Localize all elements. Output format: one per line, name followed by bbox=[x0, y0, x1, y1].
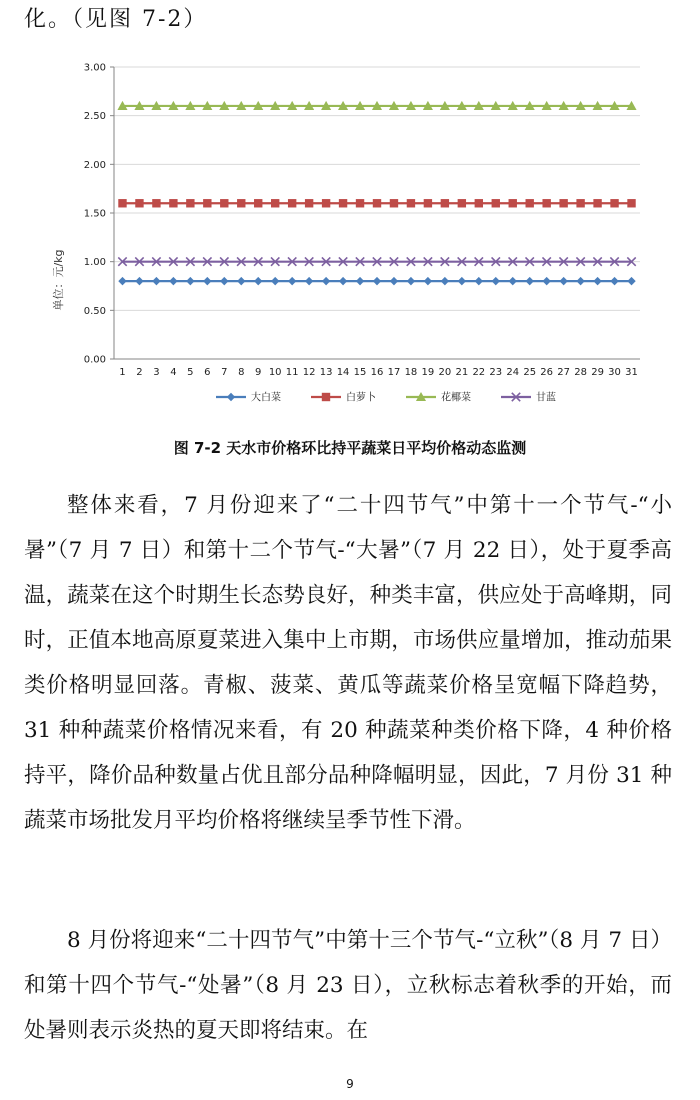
paragraph-2: 8 月份将迎来“二十四节气”中第十三个节气-“立秋”（8 月 7 日）和第十四个节气-“处暑”（8 月 23 日），立秋标志着秋季的开始，而处暑则表示炎热的夏天即将结束。在 bbox=[24, 928, 672, 1043]
x-tick-label: 24 bbox=[506, 367, 520, 378]
x-tick-label: 20 bbox=[438, 367, 452, 378]
chart-series bbox=[117, 101, 636, 285]
data-point bbox=[424, 199, 432, 207]
data-point bbox=[627, 277, 635, 285]
y-tick-label: 0.50 bbox=[83, 305, 106, 317]
data-point bbox=[576, 199, 584, 207]
data-point bbox=[492, 277, 500, 285]
x-tick-label: 28 bbox=[574, 367, 587, 378]
data-point bbox=[152, 199, 160, 207]
data-point bbox=[407, 199, 415, 207]
data-point bbox=[441, 199, 449, 207]
data-point bbox=[271, 199, 279, 207]
x-tick-label: 25 bbox=[523, 367, 537, 378]
legend-label: 白萝卜 bbox=[346, 392, 376, 404]
data-point bbox=[135, 199, 143, 207]
x-tick-label: 27 bbox=[557, 367, 571, 378]
data-point bbox=[509, 277, 517, 285]
legend-entry bbox=[216, 391, 281, 404]
page-number: 9 bbox=[346, 1077, 354, 1091]
chart-legend bbox=[216, 391, 556, 404]
y-tick-label: 2.00 bbox=[83, 159, 106, 171]
data-point bbox=[203, 199, 211, 207]
y-tick-label: 2.50 bbox=[83, 111, 106, 123]
y-tick-label: 3.00 bbox=[83, 62, 106, 74]
x-tick-label: 9 bbox=[255, 367, 262, 378]
x-tick-label: 1 bbox=[119, 367, 126, 378]
data-point bbox=[390, 199, 398, 207]
x-tick-label: 31 bbox=[625, 367, 638, 378]
data-point bbox=[118, 199, 126, 207]
data-point bbox=[271, 277, 279, 285]
y-tick-label: 0.00 bbox=[83, 354, 106, 366]
data-point bbox=[356, 277, 364, 285]
x-tick-label: 15 bbox=[353, 367, 367, 378]
y-axis-label: 单位：元/kg bbox=[52, 249, 65, 311]
x-tick-label: 29 bbox=[591, 367, 604, 378]
data-point bbox=[169, 277, 177, 285]
series-4 bbox=[118, 257, 635, 265]
data-point bbox=[509, 199, 517, 207]
data-point bbox=[322, 277, 330, 285]
data-point bbox=[593, 199, 601, 207]
data-point bbox=[152, 277, 160, 285]
data-point bbox=[492, 199, 500, 207]
data-point bbox=[576, 277, 584, 285]
legend-marker bbox=[227, 393, 235, 401]
x-tick-label: 21 bbox=[455, 367, 469, 378]
data-point bbox=[559, 199, 567, 207]
legend-entry bbox=[311, 391, 376, 404]
data-point bbox=[118, 277, 126, 285]
data-point bbox=[526, 277, 534, 285]
x-tick-label: 5 bbox=[187, 367, 194, 378]
x-tick-label: 2 bbox=[136, 367, 143, 378]
series-2 bbox=[118, 199, 635, 207]
data-point bbox=[220, 199, 228, 207]
data-point bbox=[610, 199, 618, 207]
data-point bbox=[220, 277, 228, 285]
data-point bbox=[559, 277, 567, 285]
x-tick-label: 13 bbox=[319, 367, 333, 378]
data-point bbox=[390, 277, 398, 285]
data-point bbox=[305, 199, 313, 207]
data-point bbox=[373, 199, 381, 207]
x-tick-label: 23 bbox=[489, 367, 503, 378]
x-tick-label: 19 bbox=[421, 367, 435, 378]
series-3 bbox=[117, 101, 636, 110]
data-point bbox=[237, 277, 245, 285]
figure-caption: 图 7-2 天水市价格环比持平蔬菜日平均价格动态监测 bbox=[173, 439, 527, 457]
data-point bbox=[186, 277, 194, 285]
data-point bbox=[475, 199, 483, 207]
top-text-line: 化。（见图 7-2） bbox=[24, 7, 208, 32]
x-tick-label: 18 bbox=[404, 367, 418, 378]
x-tick-label: 3 bbox=[153, 367, 160, 378]
data-point bbox=[237, 199, 245, 207]
data-point bbox=[288, 277, 296, 285]
x-tick-label: 22 bbox=[472, 367, 486, 378]
y-tick-label: 1.00 bbox=[83, 257, 106, 269]
vegetable-price-line-chart bbox=[44, 55, 654, 420]
data-point bbox=[424, 277, 432, 285]
data-point bbox=[135, 277, 143, 285]
data-point bbox=[186, 199, 194, 207]
legend-label: 甘蓝 bbox=[536, 392, 556, 404]
legend-label: 花椰菜 bbox=[441, 392, 471, 404]
data-point bbox=[458, 199, 466, 207]
data-point bbox=[322, 199, 330, 207]
data-point bbox=[288, 199, 296, 207]
x-tick-label: 10 bbox=[268, 367, 282, 378]
x-tick-label: 30 bbox=[608, 367, 621, 378]
legend-label: 大白菜 bbox=[251, 392, 281, 404]
data-point bbox=[254, 277, 262, 285]
x-tick-label: 17 bbox=[387, 367, 401, 378]
data-point bbox=[526, 199, 534, 207]
x-tick-label: 14 bbox=[336, 367, 350, 378]
data-point bbox=[441, 277, 449, 285]
y-tick-label: 1.50 bbox=[83, 208, 106, 220]
data-point bbox=[542, 199, 550, 207]
data-point bbox=[458, 277, 466, 285]
data-point bbox=[339, 199, 347, 207]
x-tick-label: 26 bbox=[540, 367, 554, 378]
data-point bbox=[254, 199, 262, 207]
x-tick-label: 4 bbox=[170, 367, 177, 378]
data-point bbox=[627, 199, 635, 207]
data-point bbox=[305, 277, 313, 285]
x-tick-label: 7 bbox=[221, 367, 228, 378]
legend-entry bbox=[406, 391, 471, 404]
legend-marker bbox=[322, 393, 330, 401]
x-tick-label: 16 bbox=[370, 367, 384, 378]
data-point bbox=[542, 277, 550, 285]
data-point bbox=[203, 277, 211, 285]
data-point bbox=[373, 277, 381, 285]
data-point bbox=[610, 277, 618, 285]
data-point bbox=[475, 277, 483, 285]
x-tick-label: 8 bbox=[238, 367, 245, 378]
data-point bbox=[356, 199, 364, 207]
series-1 bbox=[118, 277, 635, 285]
x-tick-label: 12 bbox=[302, 367, 316, 378]
data-point bbox=[407, 277, 415, 285]
data-point bbox=[593, 277, 601, 285]
data-point bbox=[339, 277, 347, 285]
legend-entry bbox=[501, 391, 556, 404]
x-tick-label: 6 bbox=[204, 367, 211, 378]
paragraph-1: 整体来看，7 月份迎来了“二十四节气”中第十一个节气-“小暑”（7 月 7 日）和第十二个节气-“大暑”（7 月 22 日），处于夏季高温，蔬菜在这个时期生长态势良好，种类丰富，供应处于高峰期，同时，正值本地高原夏菜进入集中上市期，市场供应量增加，推动茄果类价格明显回落。青椒、菠菜、黄瓜等蔬菜价格呈宽幅下降趋势，31 种种蔬菜价格情况来看，有 20 种蔬菜种类价格下降，4 种价格持平，降价品种数量占优且部分品种降幅明显，因此，7 月份 31 种蔬菜市场批发月平均价格将继续呈季节性下滑。 bbox=[24, 493, 672, 833]
x-tick-label: 11 bbox=[285, 367, 299, 378]
data-point bbox=[169, 199, 177, 207]
